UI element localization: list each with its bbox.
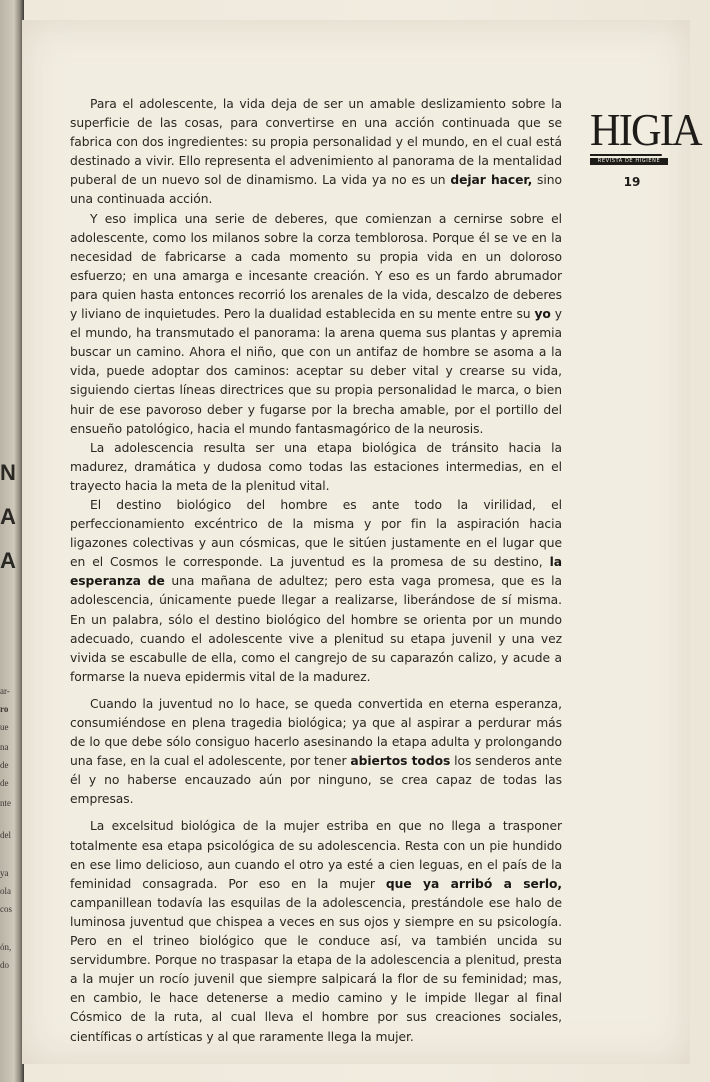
bold-phrase: yo	[534, 307, 551, 322]
text-run: y el mundo, ha transmutado el panorama: la arena quema sus plantas y apremia buscar un camino. Ahora el niño, que con un antifaz de hombre se asoma a la vida, puede adoptar dos caminos: aceptar su deber vital y crearse su vida, siguiendo ciertas líneas directrices que su propia personalidad le marca, o bien huir de ese pavoroso deber y fugarse por la brecha amable, por el portillo del ensueño patológico, hacia el mundo fantasmagórico de la neurosis.	[70, 307, 562, 436]
text-run: Y eso implica una serie de deberes, que comienzan a cernirse sobre el adolescente, como los milanos sobre la corza temblorosa. Porque él se ve en la necesidad de fabricarse a cada momento su propia vida en un doloroso esfuerzo; en una amarga e incesante creación. Y eso es un fardo abrumador para quien hasta entonces recorrió los arenales de la vida, descalzo de deberes y liviano de inquietudes. Pero la dualidad establecida en su mente entre su	[70, 211, 562, 322]
paragraph	[70, 817, 562, 1046]
text-run: Cuando la juventud no lo hace, se queda convertida en eterna esperanza, consumiéndose en plena tragedia biológica; ya que al aspirar a perdurar más de lo que debe sólo consiguo hacerlo asesinando la etapa adulta y prolongando una fase, en la cual el adolescente, por tener	[70, 696, 562, 769]
text-run: El destino biológico del hombre es ante todo la virilidad, el perfeccionamiento excéntrico de la misma y por fin la aspiración hacia ligazones colectivas y aun cósmicas, que le sitúen justamente en el lugar que en el Cosmos le corresponde. La juventud es la promesa de su destino,	[70, 497, 562, 570]
bold-phrase: que ya arribó a serlo,	[385, 876, 563, 891]
paragraph	[70, 439, 562, 496]
paragraph	[70, 695, 562, 810]
text-run: La excelsitud biológica de la mujer estriba en que no llega a trasponer totalmente esa etapa psicológica de su adolescencia. Resta con un pie hundido en ese limo delicioso, aun cuando el otro ya esté a cien leguas, en el país de la feminidad consagrada. Por eso en la mujer	[70, 819, 562, 891]
text-run: una mañana de adultez; pero esta vaga promesa, que es la adolescencia, únicamente puede llegar a realizarse, liberándose de sí misma. En un palabra, sólo el destino biológico del hombre se orienta por un mundo adecuado, cuando el adolescente vive a plenitud su etapa juvenil y una vez vivida se escabulle de ella, como el cangrejo de su caparazón calizo, y acude a formarse la nueva epidermis vital de la madurez.	[70, 574, 562, 684]
magazine-subtitle: REVISTA DE HIGIENE	[590, 158, 668, 165]
edge-word: ar-	[0, 686, 10, 696]
edge-word: nte	[0, 798, 11, 808]
text-run: sino una continuada acción.	[70, 173, 562, 207]
edge-word: de	[0, 778, 9, 788]
edge-word: ón,	[0, 942, 12, 952]
bold-phrase: abiertos todos	[350, 754, 451, 769]
masthead	[590, 104, 701, 165]
text-run: campanillean todavía las esquilas de la adolescencia, prestándole ese halo de luminosa juventud que chispea a veces en sus ojos y siempre en su psicología. Pero en el trineo biológico que le conduce así, va también uncida su servidumbre. Porque no traspasar la etapa de la adolescencia a plenitud, presta a la mujer un rocío juvenil que siempre salpicará la flor de su feminidad; mas, en cambio, le hace detenerse a medio camino y le impide llegar al final Cósmico de la ruta, al cual lleva el hombre por sus creaciones sociales, científicas o artísticas y al que raramente llega la mujer.	[70, 895, 562, 1044]
edge-word: ue	[0, 722, 9, 732]
edge-word: de	[0, 760, 9, 770]
edge-letter: A	[0, 548, 16, 573]
article-body	[70, 95, 562, 1047]
magazine-logo: HIGIA	[590, 104, 701, 155]
edge-letter: N	[0, 460, 16, 485]
text-run: Para el adolescente, la vida deja de ser un amable deslizamiento sobre la superficie de las cosas, para convertirse en una acción continuada que se fabrica con dos ingredientes: su propia personalidad y el mundo, en el cual está destinado a vivir. Ello representa el advenimiento al panorama de la mentalidad puberal de un nuevo sol de dinamismo. La vida ya no es un	[70, 97, 562, 188]
edge-word: del	[0, 830, 11, 840]
page-number: 19	[623, 175, 641, 189]
edge-word: do	[0, 960, 9, 970]
paragraph	[70, 95, 562, 210]
bold-phrase: dejar hacer,	[450, 173, 533, 188]
facing-page-edge	[0, 0, 24, 1082]
edge-word: ro	[0, 704, 9, 714]
paragraph	[70, 496, 562, 687]
edge-word: ola	[0, 886, 11, 896]
edge-word: cos	[0, 904, 12, 914]
text-run: La adolescencia resulta ser una etapa biológica de tránsito hacia la madurez, dramática y dudosa como todas las estaciones intermedias, en el trayecto hacia la meta de la plenitud vital.	[70, 440, 562, 493]
edge-word: na	[0, 742, 9, 752]
text-run: los senderos ante él y no haberse encauzado aún por ninguno, se crea capaz de todas las empresas.	[70, 754, 563, 807]
bold-phrase: la esperanza de	[70, 555, 562, 589]
edge-letter: A	[0, 504, 16, 529]
magazine-page	[22, 20, 701, 1064]
edge-word: ya	[0, 868, 9, 878]
paragraph	[70, 210, 562, 439]
